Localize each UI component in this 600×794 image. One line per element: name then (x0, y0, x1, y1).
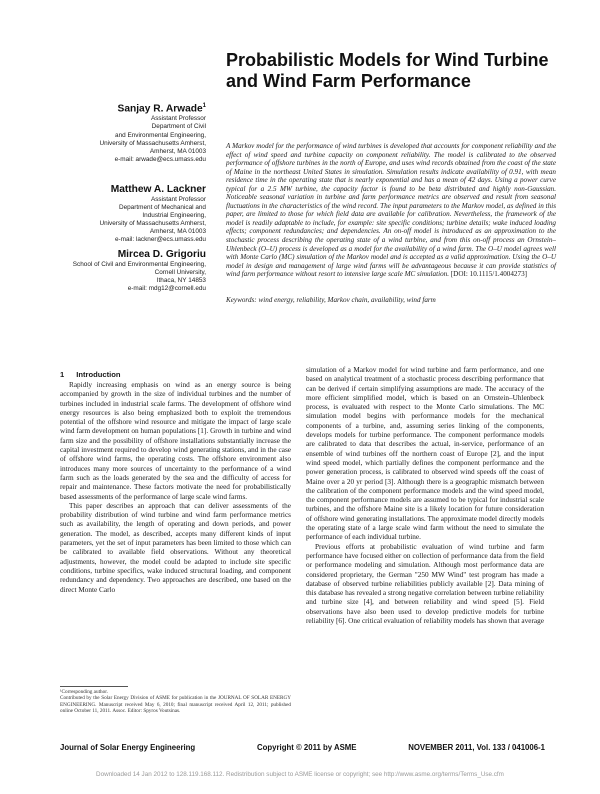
abstract (226, 142, 556, 279)
footnote-corresponding: ¹Corresponding author. (60, 689, 108, 695)
author-affiliation-line: University of Massachusetts Amherst, (99, 220, 206, 228)
author-affiliation-line: Department of Mechanical and (118, 204, 206, 212)
keywords: Keywords: wind energy, reliability, Markov chain, availability, wind farm (226, 296, 436, 304)
author-affiliation-line: Department of Civil (151, 123, 206, 131)
author-affiliation-line: Ithaca, NY 14853 (156, 277, 206, 285)
doi-link[interactable]: [DOI: 10.1115/1.4004273] (450, 270, 528, 279)
body-paragraph: Rapidly increasing emphasis on wind as an energy source is being accompanied by growth in the size of individual turbines and the number of turbines included in industrial scale farms. The development of offshore wind energy resources is also being emphasized both to exploit the tremendous potential of the offshore wind resource and mitigate the impact of large scale wind farm development on human populations [1]. Growth in turbine and wind farm size and the possibility of offshore installations substantially increase the capital investment required to develop wind generating stations, and in the case of offshore wind farms, the operating costs. The offshore environment also introduces many more sources of uncertainty to the performance of a wind farm such as the loads generated by the sea and the difficulty of access for repair and maintenance. These factors motivate the need for probabilistically based assessments of the performance of large scale wind farms. (60, 381, 291, 501)
author-affiliation-line: Assistant Professor (150, 115, 206, 123)
page-footer (60, 743, 545, 755)
author-block (30, 100, 206, 164)
section-heading: 1 Introduction (60, 370, 121, 379)
author-name: Sanjay R. Arwade$^1$ (117, 103, 206, 115)
footnote-rule (60, 686, 128, 687)
abstract-text: A Markov model for the performance of wind turbines is developed that accounts for component reliability and the effect of wind speed and turbine capacity on component reliability. The model is calibrated to the observed performance of offshore turbines in the north of Europe, and uses wind records obtained from the coast of the state of Maine in the northeast United States in simulation. Simulation results indicate availability of 0.91, with mean residence time in the operating state that is nearly exponential and has a mean of 42 days. Using a power curve typical for a 2.5 MW turbine, the capacity factor is found to be beta distributed and highly non-Gaussian. Noticeable seasonal variation in turbine and farm performance metrics are observed and result from seasonal fluctuations in the characteristics of the wind record. The input parameters to the Markov model, as defined in this paper, are limited to those for which field data are available for calibration. Nevertheless, the framework of the model is readily adaptable to include, for example: site specific conditions; turbine details; wake induced loading effects; component redundancies; and dependencies. An on-off model is introduced as an approximation to the stochastic process describing the operating state of a wind turbine, and from this on-off process an Ornstein–Uhlenbeck (O–U) process is developed as a model for the availability of a wind farm. The O–U model agrees well with Monte Carlo (MC) simulation of the Markov model and is accepted as a valid approximation. Using the O–U model in design and management of large wind farms will be advantageous because it can provide statistics of wind farm performance without resort to intensive large scale MC simulation. (226, 142, 556, 279)
author-block (30, 248, 206, 293)
author-affiliation-line: Amherst, MA 01003 (149, 228, 206, 236)
footer-issue-page: NOVEMBER 2011, Vol. 133 / 041006-1 (408, 743, 545, 752)
author-affiliation-line: School of Civil and Environmental Engineering, (72, 261, 206, 268)
author-email: e-mail: mdg12@cornell.edu (127, 285, 206, 293)
body-paragraph: Previous efforts at probabilistic evaluation of wind turbine and farm performance have focused either on collection of performance data from the field or performance modeling and simulation. Although most performance data are considered proprietary, the German "250 MW Wind" test program has made a database of observed turbine reliabilities publicly available [2]. Data mining of this database has revealed a strong negative correlation between turbine reliability and turbine size [4], and between reliability and wind speed [5]. Field observations have also been used to develop predictive models for turbine reliability [6]. One critical evaluation of reliability models has shown that average (306, 542, 544, 626)
author-affiliation-line: University of Massachusetts Amherst, (99, 139, 206, 147)
body-paragraph: simulation of a Markov model for wind turbine and farm performance, and one based on analytical treatment of a stochastic process describing performance that can be derived if certain simplifying assumptions are made. The accuracy of the more efficient simplified model, which is based on an Ornstein–Uhlenbeck process, is evaluated with respect to the Monte Carlo simulations. The MC simulation model begins with performance models for the mechanical components of a turbine, and, assuming series linking of the components, develops models for turbine performance. The component performance models are calibrated to data that describes the actual, in-service, performance of an ensemble of wind turbines off the northern coast of Europe [2], and the input wind speed model, which partially defines the component performance and the power generation process, is calibrated to observed wind speeds off the coast of Maine over a 20 yr period [3]. Although there is a geographic mismatch between the calibration of the component performance models and the wind speed model, the component performance models are assumed to be typical for industrial scale turbines, and the offshore Maine site is a likely location for future consideration of offshore wind generating installations. The approximate model directly models the operating state of a large scale wind farm without the need to simulate the performance of each individual turbine. (306, 366, 544, 542)
author-affiliation-line: Cornell University, (154, 269, 206, 277)
footer-journal-name: Journal of Solar Energy Engineering (60, 743, 196, 752)
author-block (30, 183, 206, 245)
footnotes (60, 689, 291, 715)
author-name: Mircea D. Grigoriu (117, 249, 206, 260)
body-paragraph: This paper describes an approach that can deliver assessments of the probability distribution of wind turbine and wind farm performance metrics such as availability, the length of operating and down periods, and power generation. The model, as described, accepts many different kinds of input parameters, yet the set of input parameters has been limited to those which can be calibrated to available field observations. Without any theoretical adjustments, however, the model could be adapted to include site specific conditions, turbine specifics, wake induced structural loading, and component redundancy and dependency. Two approaches are described, one based on the direct Monte Carlo (60, 501, 291, 594)
author-affiliation-line: and Environmental Engineering, (115, 131, 206, 139)
author-affiliation-line: Industrial Engineering, (142, 212, 206, 220)
author-name: Matthew A. Lackner (110, 184, 206, 195)
author-email: e-mail: lackner@ecs.umass.edu (114, 236, 206, 244)
author-affiliation-line: Assistant Professor (150, 196, 206, 203)
download-notice: Downloaded 14 Jan 2012 to 128.119.168.112. Redistribution subject to ASME license or copyright; see http://www.asme.org/terms/Terms_Use.cfm (96, 771, 504, 778)
paper-title: Probabilistic Models for Wind Turbine and Wind Farm Performance (226, 50, 549, 91)
body-column-left (60, 370, 291, 595)
body-column-right (306, 366, 544, 626)
footer-copyright: Copyright © 2011 by ASME (257, 743, 357, 752)
author-affiliation-line: Amherst, MA 01003 (149, 147, 206, 155)
footnote-contributed: Contributed by the Solar Energy Division of ASME for publication in the JOURNAL OF SOLAR ENERGY ENGINEERING. Manuscript received May 6, 2010; final manuscript received April 12, 2011; published online October 11, 2011. Assoc. Editor: Spyros Voutsinas. (60, 695, 291, 715)
author-email: e-mail: arwade@ecs.umass.edu (114, 155, 206, 163)
